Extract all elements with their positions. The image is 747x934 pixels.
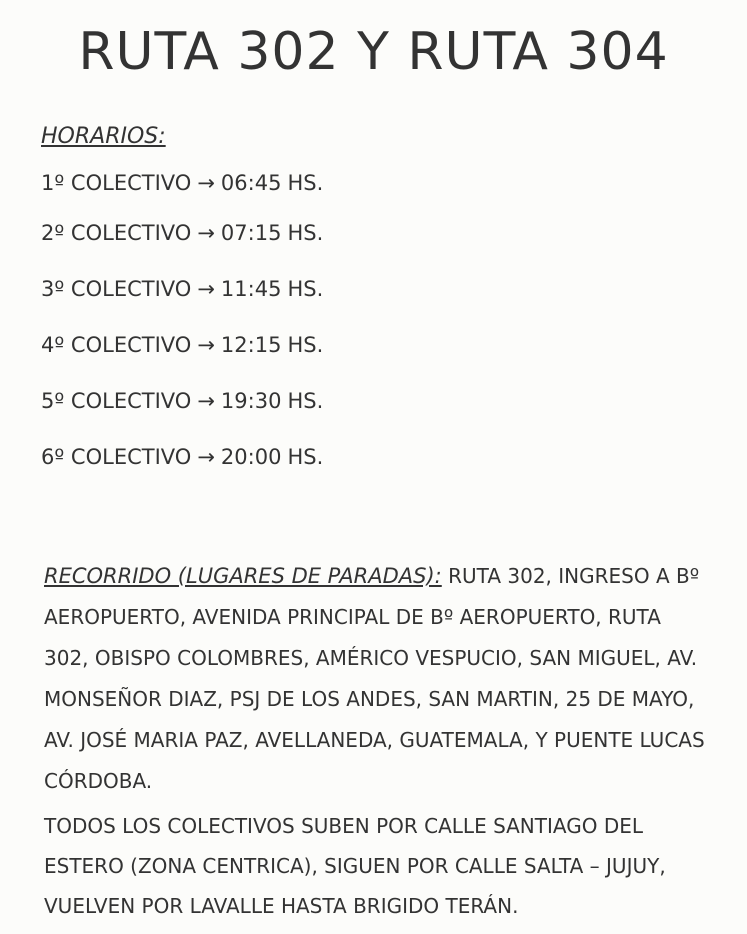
bus-ordinal: 3º COLECTIVO xyxy=(41,277,192,301)
schedule-item xyxy=(41,261,323,317)
schedule-item xyxy=(41,373,323,429)
departure-time: 19:30 xyxy=(220,389,282,413)
arrow-icon: → xyxy=(197,221,215,245)
departure-time: 06:45 xyxy=(220,171,282,195)
bus-ordinal: 5º COLECTIVO xyxy=(41,389,192,413)
bus-ordinal: 1º COLECTIVO xyxy=(41,171,192,195)
departure-time: 12:15 xyxy=(220,333,282,357)
route-label: RECORRIDO (LUGARES DE PARADAS): xyxy=(44,564,442,588)
schedule-item xyxy=(41,205,323,261)
schedule-item xyxy=(41,317,323,373)
time-unit: HS. xyxy=(287,277,324,301)
schedule-section xyxy=(41,124,323,485)
departure-time: 07:15 xyxy=(220,221,282,245)
schedule-item xyxy=(41,161,323,205)
page-title: RUTA 302 Y RUTA 304 xyxy=(78,22,669,82)
arrow-icon: → xyxy=(197,389,215,413)
time-unit: HS. xyxy=(287,445,324,469)
time-unit: HS. xyxy=(287,221,324,245)
arrow-icon: → xyxy=(197,445,215,469)
departure-time: 20:00 xyxy=(220,445,282,469)
schedule-list xyxy=(41,161,323,485)
arrow-icon: → xyxy=(197,277,215,301)
schedule-heading: HORARIOS: xyxy=(41,124,166,149)
bus-ordinal: 4º COLECTIVO xyxy=(41,333,192,357)
time-unit: HS. xyxy=(287,171,324,195)
departure-time: 11:45 xyxy=(220,277,282,301)
time-unit: HS. xyxy=(287,333,324,357)
route-section xyxy=(44,556,709,802)
route-note: TODOS LOS COLECTIVOS SUBEN POR CALLE SANTIAGO DEL ESTERO (ZONA CENTRICA), SIGUEN POR CALLE SALTA – JUJUY, VUELVEN POR LAVALLE HASTA BRIGIDO TERÁN. xyxy=(44,814,666,918)
arrow-icon: → xyxy=(197,333,215,357)
arrow-icon: → xyxy=(197,171,215,195)
route-stops-text: RUTA 302, INGRESO A Bº AEROPUERTO, AVENIDA PRINCIPAL DE Bº AEROPUERTO, RUTA 302, OBISPO COLOMBRES, AMÉRICO VESPUCIO, SAN MIGUEL, AV. MONSEÑOR DIAZ, PSJ DE LOS ANDES, SAN MARTIN, 25 DE MAYO, AV. JOSÉ MARIA PAZ, AVELLANEDA, GUATEMALA, Y PUENTE LUCAS CÓRDOBA. xyxy=(44,564,705,793)
bus-ordinal: 2º COLECTIVO xyxy=(41,221,192,245)
time-unit: HS. xyxy=(287,389,324,413)
bus-ordinal: 6º COLECTIVO xyxy=(41,445,192,469)
schedule-item xyxy=(41,429,323,485)
